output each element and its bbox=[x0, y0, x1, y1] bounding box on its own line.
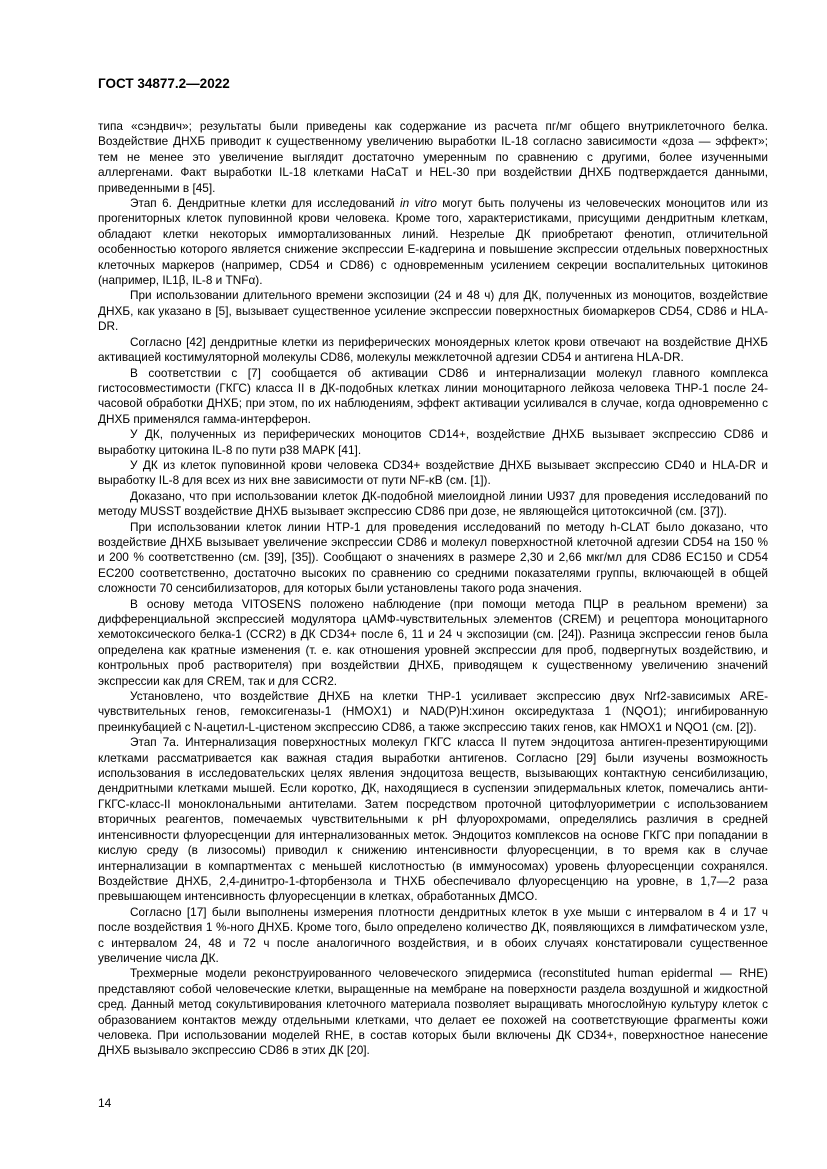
paragraph bbox=[98, 905, 768, 967]
paragraph-text: типа «сэндвич»; результаты были приведены как содержание из расчета пг/мг общего внутриклеточного белка. Воздействие ДНХБ приводит к существенному увеличению выработки IL-18 согласно зависимости «доза — эффект»; тем не менее это увеличение выглядит достаточно умеренным по сравнению с другими, более изученными аллергенами. Факт выработки IL-18 клетками НаСаТ и HEL-30 при воздействии ДНХБ подтверждается данными, приведенными в [45]. bbox=[98, 119, 768, 195]
paragraph-text: При использовании клеток линии HTP-1 для проведения исследований по методу h-CLAT было доказано, что воздействие ДНХБ вызывает увеличение экспрессии CD86 и молекул поверхностной клеточной адгезии CD54 на 150 % и 200 % соответственно (см. [39], [35]). Сообщают о значениях в размере 2,30 и 2,66 мкг/мл для CD86 EC150 и CD54 EC200 соответственно, достаточно высоких по сравнению со средними показателями группы, включающей в общей сложности 70 сенсибилизаторов, для которых были установлены такого рода значения. bbox=[98, 519, 768, 596]
paragraph-text: могут быть получены из человеческих моноцитов или из прогениторных клеток пуповинной крови человека. Кроме того, характеристиками, присущими дендритным клеткам, обладают клетки некоторых иммортализованных линий. Незрелые ДК приобретают фенотип, отличительной особенностью которого является снижение экспрессии Е-кадгерина и повышение экспрессии отдельных поверхностных клеточных маркеров (например, CD54 и CD86) с одновременным усилением секреции воспалительных цитокинов (например, IL1β, IL-8 и TNFα). bbox=[98, 196, 769, 288]
paragraph bbox=[98, 427, 768, 458]
paragraph bbox=[98, 335, 768, 366]
paragraph-text: Доказано, что при использовании клеток ДК-подобной миелоидной линии U937 для проведения исследований по методу MUSST воздействие ДНХБ вызывает экспрессию CD86 при дозе, не являющейся цитотоксичной (см. [37]). bbox=[98, 488, 768, 519]
italic-text: in vitro bbox=[400, 196, 437, 211]
paragraph-text: Согласно [17] были выполнены измерения плотности дендритных клеток в ухе мыши с интервалом в 4 и 17 ч после воздействия 1 %-ного ДНХБ. Кроме того, было определено количество ДК, появляющихся в лимфатическом узле, с интервалом 24, 48 и 72 ч после аналогичного воздействия, и в обоих случаях констатировали существенное увеличение числа ДК. bbox=[98, 904, 768, 965]
paragraph-text: Этап 6. Дендритные клетки для исследований bbox=[130, 196, 401, 211]
paragraph bbox=[98, 288, 768, 334]
paragraph-text: Этап 7а. Интернализация поверхностных молекул ГКГС класса II путем эндоцитоза антиген-презентирующими клетками рассматривается как важная стадия выработки антигенов. Согласно [29] были изучены возможность использования в исследовательских целях явления эндоцитоза веществ, вызывающих контактную сенсибилизацию, дендритными клетками мышей. Если коротко, ДК, находящиеся в суспензии эпидермальных клеток, помечались анти-ГКГС-класс-II моноклональными антителами. Затем посредством проточной цитофлуориметрии с использованием вторичных реагентов, помечаемых чувствительными к pH флуорохромами, определялись различия в средней интенсивности флуоресценции для интернализованных меток. Эндоцитоз комплексов на основе ГКГС при попадании в кислую среду (в лизосомы) приводил к снижению интенсивности флуоресценции, в то время как в случае интернализации в компартментах с меньшей кислотностью (в иммуносомах) уровень флуоресценции сохранялся. Воздействие ДНХБ, 2,4-динитро-1-фторбензола и ТНХБ обеспечивало флуоресценцию на уровне, в 1,7—2 раза превышающем интенсивность флуоресценции в клетках, обработанных ДМСО. bbox=[98, 735, 768, 904]
paragraph bbox=[98, 119, 768, 196]
paragraph bbox=[98, 597, 768, 689]
document-body bbox=[98, 119, 768, 1059]
paragraph-text: У ДК из клеток пуповинной крови человека CD34+ воздействие ДНХБ вызывает экспрессию CD40 и HLA-DR и выработку IL-8 для всех из них вне зависимости от пути NF-κB (см. [1]). bbox=[98, 457, 768, 488]
paragraph bbox=[98, 196, 768, 288]
paragraph bbox=[98, 520, 768, 597]
paragraph-text: В соответствии с [7] сообщается об активации CD86 и интернализации молекул главного комплекса гистосовместимости (ГКГС) класса II в ДК-подобных клетках линии моноцитарного лейкоза человека THP-1 после 24-часовой обработки ДНХБ; при этом, по их наблюдениям, эффект активации усиливался в случае, когда одновременно с ДНХБ применялся гамма-интерферон. bbox=[98, 365, 768, 426]
paragraph-text: При использовании длительного времени экспозиции (24 и 48 ч) для ДК, полученных из моноцитов, воздействие ДНХБ, как указано в [5], вызывает существенное усиление экспрессии поверхностных биомаркеров CD54, CD86 и HLA- DR. bbox=[98, 288, 768, 334]
paragraph bbox=[98, 458, 768, 489]
paragraph bbox=[98, 366, 768, 428]
page-number: 14 bbox=[98, 1096, 112, 1110]
paragraph bbox=[98, 689, 768, 735]
paragraph-text: Установлено, что воздействие ДНХБ на клетки THP-1 усиливает экспрессию двух Nrf2-зависимых ARE-чувствительных генов, гемоксигеназы-1 (HMOX1) и NAD(P)H:хинон оксиредуктаза 1 (NQO1); ингибированную преинкубацией с N-ацетил-L-цистеном экспрессию CD86, а также экспрессию таких генов, как HMOX1 и NQO1 (см. [2]). bbox=[98, 689, 768, 734]
paragraph bbox=[98, 966, 768, 1058]
paragraph-text: У ДК, полученных из периферических моноцитов CD14+, воздействие ДНХБ вызывает экспрессию CD86 и выработку цитокина IL-8 по пути p38 МАРК [41]. bbox=[98, 427, 768, 457]
paragraph-text: Согласно [42] дендритные клетки из периферических моноядерных клеток крови отвечают на воздействие ДНХБ активацией костимуляторной молекулы CD86, молекулы межклеточной адгезии CD54 и антигена HLA-DR. bbox=[98, 334, 768, 365]
paragraph bbox=[98, 735, 768, 904]
paragraph-text: Трехмерные модели реконструированного человеческого эпидермиса (reconstituted human epidermal — RHE) представляют собой человеческие клетки, выращенные на мембране на поверхности раздела воздушной и жидкостной сред. Данный метод сокультивирования клеточного материала позволяет выращивать многослойную культуру клеток с образованием контактов между отдельными клетками, что делает ее похожей на соответствующие фрагменты кожи человека. При использовании моделей RHE, в состав которых были включены ДК CD34+, поверхностное нанесение ДНХБ вызывало экспрессию CD86 в этих ДК [20]. bbox=[98, 966, 768, 1058]
document-header: ГОСТ 34877.2—2022 bbox=[98, 76, 230, 91]
paragraph-text: В основу метода VITOSENS положено наблюдение (при помощи метода ПЦР в реальном времени) за дифференциальной экспрессией модулятора цАМФ-чувствительных элементов (CREM) и рецептора моноцитарного хемотоксического белка-1 (CCR2) в ДК CD34+ после 6, 11 и 24 ч экспозиции (см. [24]). Разница экспрессии генов была определена как кратные изменения (т. е. как отношения уровней экспрессии для проб, подвергнутых воздействию, и контрольных проб растворителя) при воздействии ДНХБ, приводящем к существенному увеличению значений экспрессии как для CREM, так и для CCR2. bbox=[98, 596, 768, 688]
paragraph bbox=[98, 489, 768, 520]
